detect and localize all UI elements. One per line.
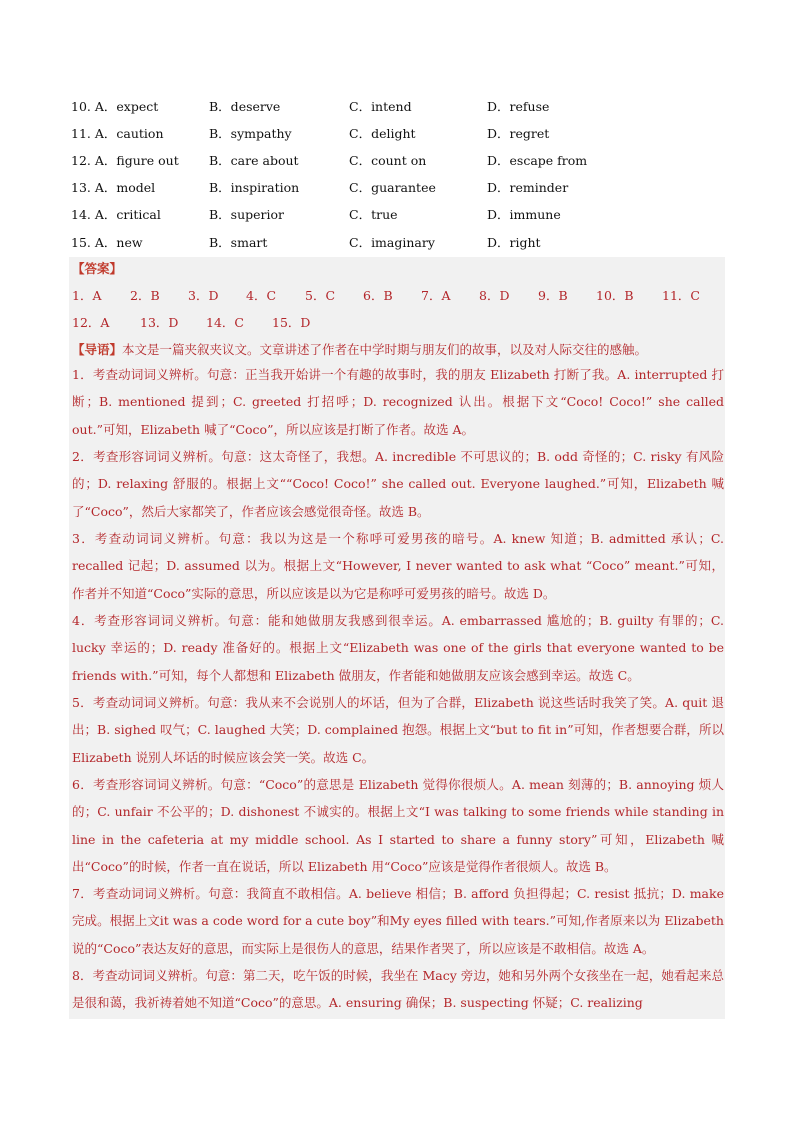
option-c: C．count on — [349, 152, 427, 168]
explanation-2: 2．考查形容词词义辨析。句意：这太奇怪了，我想。A. incredible 不可思议的；B. odd 奇怪的；C. risky 有风险的；D. relaxing 舒服的。根据上文““Coco! Coco!” she called out. Everyone laughed.”可知，Elizabeth 喊了“Coco”，然后大家都笑了，作者应该会感觉很奇怪。故选 B。 — [72, 449, 724, 519]
answer-item: 2．B — [130, 288, 160, 303]
answer-heading: 【答案】 — [72, 261, 123, 276]
option-d: D．immune — [487, 207, 561, 223]
guide-line — [72, 340, 647, 358]
option-a-text: A．figure out — [94, 152, 179, 168]
question-number: 13. — [71, 180, 91, 196]
explanation-5: 5．考查动词词义辨析。句意：我从来不会说别人的坏话，但为了合群，Elizabeth 说这些话时我笑了笑。A. quit 退出；B. sighed 叹气；C. laughed 大笑；D. complained 抱怨。根据上文“but to fit in”可知，作者想要合群，所以 Elizabeth 说别人坏话的时候应该会笑一笑。故选 C。 — [72, 695, 724, 765]
answer-item: 7．A — [421, 288, 451, 303]
option-d: D．escape from — [487, 152, 588, 168]
option-a-text: A．critical — [94, 207, 161, 223]
option-c: C．imaginary — [349, 234, 435, 250]
answer-item: 8．D — [479, 288, 510, 303]
explanation-7: 7．考查动词词义辨析。句意：我简直不敢相信。A. believe 相信；B. afford 负担得起；C. resist 抵抗；D. make 完成。根据上文it was a code word for a cute boy”和My eyes filled with tears.”可知,作者原来以为 Elizabeth 说的“Coco”表达友好的意思，而实际上是很伤人的意思，结果作者哭了，所以应该是不敢相信。故选 A。 — [72, 886, 724, 956]
guide-text: 本文是一篇夹叙夹议文。文章讲述了作者在中学时期与朋友们的故事，以及对人际交往的感触。 — [122, 342, 648, 357]
explanation-1: 1．考查动词词义辨析。句意：正当我开始讲一个有趣的故事时，我的朋友 Elizabeth 打断了我。A. interrupted 打断；B. mentioned 提到；C. greeted 打招呼；D. recognized 认出。根据下文“Coco! Coco!” she called out.”可知，Elizabeth 喊了“Coco”，所以应该是打断了作者。故选 A。 — [72, 367, 724, 437]
answer-list-line-2 — [72, 313, 310, 331]
option-c: C．true — [349, 207, 398, 223]
answer-item: 15．D — [272, 315, 311, 330]
option-a — [71, 178, 209, 196]
option-d: D．reminder — [487, 180, 569, 196]
option-row-13 — [71, 174, 731, 201]
answer-item: 3．D — [188, 288, 219, 303]
option-a — [71, 233, 209, 251]
explanation-8: 8．考查动词词义辨析。句意：第二天，吃午饭的时候，我坐在 Macy 旁边，她和另外两个女孩坐在一起，她看起来总是很和蔼，我祈祷着她不知道“Coco”的意思。A. ensuring 确保；B. suspecting 怀疑；C. realizing — [72, 968, 724, 1011]
answer-item: 14．C — [206, 315, 244, 330]
option-b: B．deserve — [209, 98, 281, 114]
option-d: D．right — [487, 234, 541, 250]
option-c: C．intend — [349, 98, 412, 114]
option-c: C．delight — [349, 125, 416, 141]
answer-section — [69, 257, 725, 1019]
question-number: 10. — [71, 98, 91, 114]
option-row-11 — [71, 119, 731, 146]
answer-item: 1．A — [72, 288, 102, 303]
answer-item: 13．D — [140, 315, 179, 330]
option-a-text: A．new — [94, 234, 143, 250]
option-a — [71, 205, 209, 223]
option-row-15 — [71, 228, 731, 255]
option-row-12 — [71, 146, 731, 173]
option-d: D．refuse — [487, 98, 550, 114]
option-b: B．smart — [209, 234, 268, 250]
option-c: C．guarantee — [349, 180, 436, 196]
answer-item: 10．B — [596, 288, 634, 303]
option-a-text: A．expect — [94, 98, 159, 114]
question-number: 14. — [71, 207, 91, 223]
option-b: B．sympathy — [209, 125, 292, 141]
option-d: D．regret — [487, 125, 550, 141]
option-a-text: A．model — [94, 180, 156, 196]
options-list — [71, 92, 731, 255]
answer-list-line-1 — [72, 286, 700, 304]
option-b: B．inspiration — [209, 180, 300, 196]
option-row-14 — [71, 201, 731, 228]
guide-heading: 【导语】 — [72, 342, 123, 357]
option-row-10 — [71, 92, 731, 119]
option-a — [71, 97, 209, 115]
question-number: 11. — [71, 125, 91, 141]
option-a — [71, 124, 209, 142]
option-b: B．superior — [209, 207, 285, 223]
answer-item: 4．C — [246, 288, 277, 303]
option-a — [71, 151, 209, 169]
explanation-4: 4．考查形容词词义辨析。句意：能和她做朋友我感到很幸运。A. embarrassed 尴尬的；B. guilty 有罪的；C. lucky 幸运的；D. ready 准备好的。根据上文“Elizabeth was one of the girls that everyone wanted to be friends with.”可知，每个人都想和 Elizabeth 做朋友，作者能和她做朋友应该会感到幸运。故选 C。 — [72, 613, 724, 683]
answer-item: 6．B — [363, 288, 393, 303]
answer-item: 11．C — [662, 288, 700, 303]
answer-item: 9．B — [538, 288, 568, 303]
option-a-text: A．caution — [94, 125, 164, 141]
answer-item: 5．C — [305, 288, 336, 303]
explanation-3: 3．考查动词词义辨析。句意：我以为这是一个称呼可爱男孩的暗号。A. knew 知道；B. admitted 承认；C. recalled 记起；D. assumed 以为。根据上文“However, I never wanted to ask what “Coco” meant.”可知，作者并不知道“Coco”实际的意思，所以应该是以为它是称呼可爱男孩的暗号。故选 D。 — [72, 531, 724, 601]
explanation-6: 6．考查形容词词义辨析。句意：“Coco”的意思是 Elizabeth 觉得你很烦人。A. mean 刻薄的；B. annoying 烦人的；C. unfair 不公平的；D. dishonest 不诚实的。根据上文“I was talking to some friends while standing in line in the cafeteria at my middle school. As I started to share a funny story”可知，Elizabeth 喊出“Coco”的时候，作者一直在说话，所以 Elizabeth 用“Coco”应该是觉得作者很烦人。故选 B。 — [72, 777, 724, 874]
answer-item: 12．A — [72, 315, 110, 330]
question-number: 12. — [71, 152, 91, 168]
question-number: 15. — [71, 234, 91, 250]
option-b: B．care about — [209, 152, 299, 168]
